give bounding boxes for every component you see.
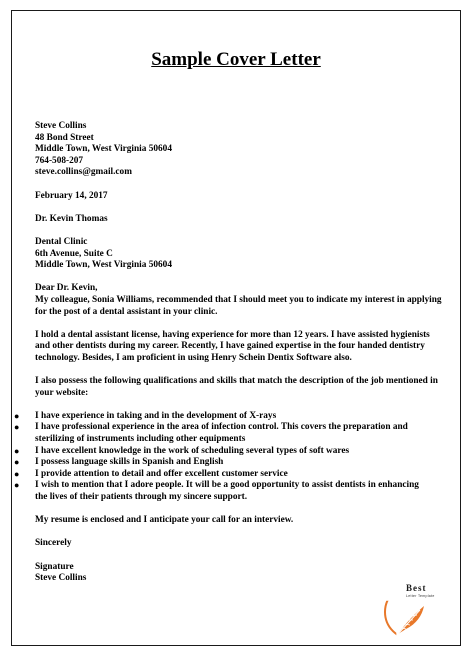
- sender-city: Middle Town, West Virginia 50604: [35, 144, 172, 155]
- bullet-icon: ●: [14, 468, 20, 479]
- sender-name: Steve Collins: [35, 121, 87, 131]
- qualification-line: I wish to mention that I adore people. It will be a good opportunity to assist dentists in enhancing: [35, 480, 419, 491]
- sign-off: Sincerely: [35, 538, 72, 549]
- qualification-line: I provide attention to detail and offer excellent customer service: [35, 468, 288, 479]
- qualification-line: the lives of their patients through my sincere support.: [35, 492, 248, 502]
- qualification-item: [14, 445, 450, 458]
- document-page: [11, 10, 461, 646]
- sender-email: steve.collins@gmail.com: [35, 167, 132, 178]
- sender-block: [35, 121, 450, 179]
- document-title: Sample Cover Letter: [151, 49, 321, 70]
- qualification-line: I possess language skills in Spanish and English: [35, 457, 224, 468]
- paragraph-line: I hold a dental assistant license, having experience for more than 12 years. I have assisted hygienists: [35, 329, 430, 340]
- bullet-icon: ●: [14, 457, 20, 468]
- qualification-item: [14, 480, 450, 503]
- logo-tagline: Letter Template: [406, 594, 435, 598]
- paragraph-line: your website:: [35, 387, 89, 398]
- paragraph-line: for the post of a dental assistant in your clinic.: [35, 306, 218, 317]
- paragraph-line: My colleague, Sonia Williams, recommended that I should meet you to indicate my interest in applying: [35, 294, 442, 305]
- sender-phone: 764-508-207: [35, 155, 84, 166]
- recipient-city: Middle Town, West Virginia 50604: [35, 260, 172, 271]
- qualification-item: [14, 410, 450, 423]
- qualifications-list: [14, 410, 450, 504]
- paragraph-line: I also possess the following qualifications and skills that match the description of the job mentioned in: [35, 376, 438, 387]
- recipient-address: [35, 237, 450, 272]
- feather-quill-icon: [394, 602, 430, 636]
- logo-word: Best: [406, 583, 427, 593]
- brand-logo: [384, 574, 456, 640]
- paragraph-referral: [35, 295, 450, 318]
- paragraph-qualifications-intro: [35, 376, 450, 399]
- bullet-icon: ●: [14, 410, 20, 421]
- paragraph-experience: [35, 330, 450, 365]
- qualification-item: [14, 468, 450, 481]
- recipient-company: Dental Clinic: [35, 236, 88, 247]
- signature-label: Signature: [35, 561, 74, 572]
- letter-body: [14, 121, 450, 585]
- qualification-line: I have professional experience in the area of infection control. This covers the preparation and: [35, 422, 408, 433]
- closing-paragraph: My resume is enclosed and I anticipate your call for an interview.: [35, 515, 294, 526]
- recipient-street: 6th Avenue, Suite C: [35, 248, 113, 259]
- bullet-icon: ●: [14, 422, 20, 433]
- paragraph-line: and other dentists during my career. Recently, I have gained expertise in the four handed dentistry: [35, 341, 425, 352]
- qualification-item: [14, 457, 450, 469]
- qualification-line: I have experience in taking and in the development of X-rays: [35, 410, 277, 421]
- sender-street: 48 Bond Street: [35, 132, 94, 143]
- bullet-icon: ●: [14, 445, 20, 456]
- qualification-item: [14, 422, 450, 445]
- salutation: Dear Dr. Kevin,: [35, 283, 98, 294]
- qualification-line: sterilizing of instruments including other equipments: [35, 434, 246, 445]
- letter-date: February 14, 2017: [35, 190, 108, 201]
- paragraph-line: technology. Besides, I am proficient in using Henry Schein Dentix Software also.: [35, 352, 352, 363]
- qualification-line: I have excellent knowledge in the work of scheduling several types of soft wares: [35, 445, 350, 456]
- signer-name: Steve Collins: [35, 573, 87, 584]
- recipient-name: Dr. Kevin Thomas: [35, 213, 108, 224]
- bullet-icon: ●: [14, 480, 20, 491]
